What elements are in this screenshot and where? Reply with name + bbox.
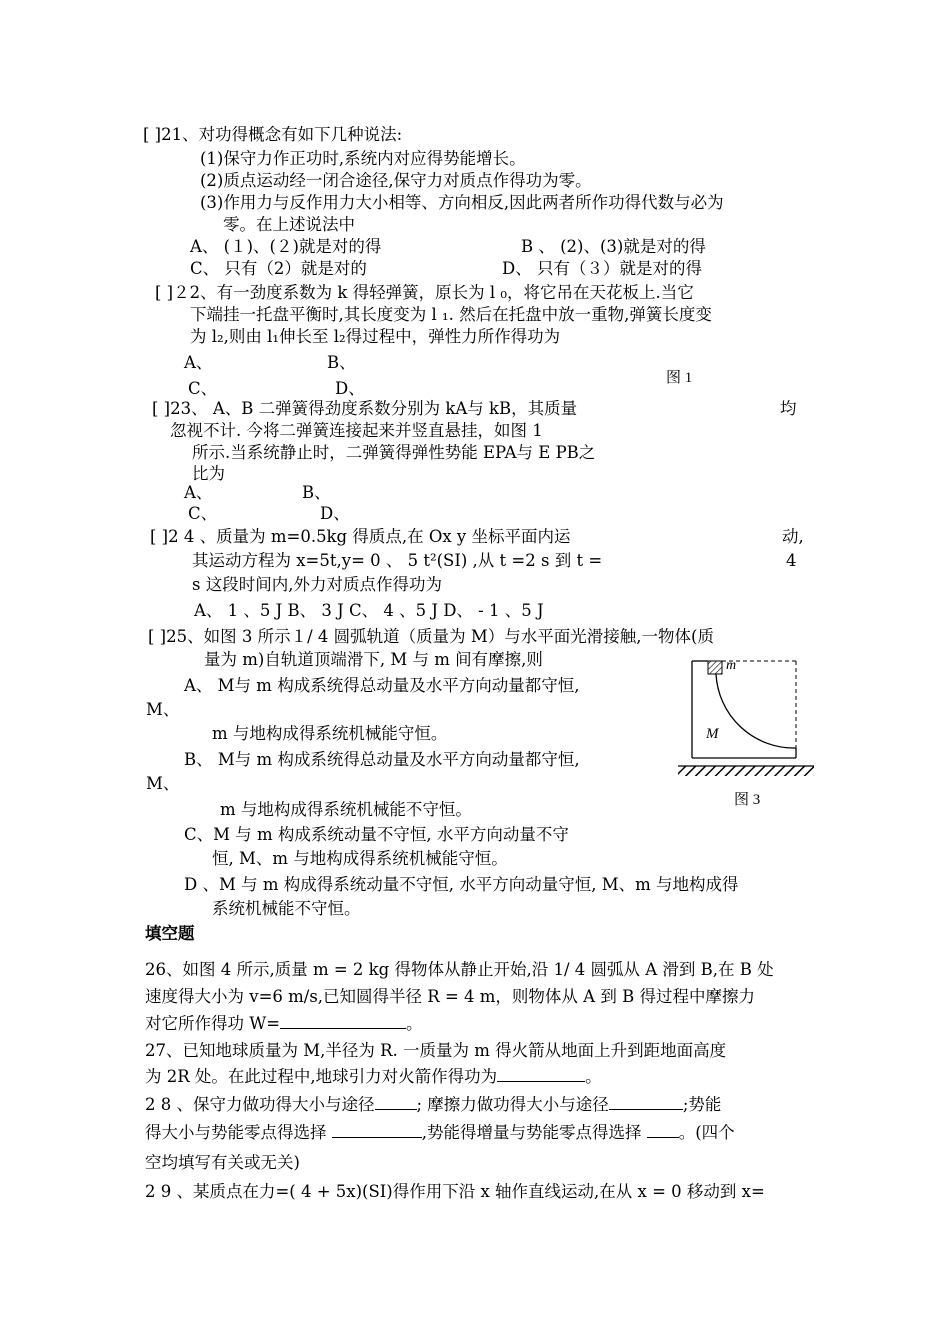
- q26-line-3b: 。: [406, 1014, 423, 1033]
- q25-option-c-1: C、M 与 m 构成系统动量不守恒, 水平方向动量不守: [184, 825, 569, 844]
- q26-line-3: [145, 1013, 423, 1035]
- q28-blank-4[interactable]: [647, 1137, 679, 1138]
- q23-line-3: 所示.当系统静止时，二弹簧得弹性势能 EPA与 E PB之: [192, 443, 596, 462]
- q22-option-c: C、: [188, 379, 218, 398]
- q28-blank-1[interactable]: [375, 1109, 417, 1110]
- q25-option-a-2: m 与地构成得系统机械能守恒。: [212, 724, 448, 743]
- q23-option-c: C、: [188, 504, 218, 523]
- figure-1-label: 图 1: [666, 370, 693, 386]
- q28-line-1b: ; 摩擦力做功得大小与途径: [416, 1095, 609, 1114]
- big-mass-label: M: [706, 726, 719, 742]
- q21-statement-3a: (3)作用力与反作用力大小相等、方向相反,因此两者所作功得代数与必为: [200, 193, 724, 212]
- q27-line-2b: 。: [585, 1067, 602, 1086]
- q24-options: A、 1 、5 J B、 3 J C、 4 、5 J D、 - 1 、5 J: [194, 601, 544, 620]
- q25-line-2: 量为 m)自轨道顶端滑下, M 与 m 间有摩擦,则: [204, 650, 543, 669]
- q28-line-1a: 2 8 、保守力做功得大小与途径: [145, 1095, 375, 1114]
- q28-line-2a: 得大小与势能零点得选择: [145, 1123, 332, 1142]
- q28-line-2: [145, 1122, 735, 1144]
- q21-option-a: A、 (１)、(２)就是对的得: [190, 237, 382, 256]
- q23-option-b: B、: [302, 483, 331, 502]
- q25-option-a-1: A、 M与 m 构成系统得总动量及水平方向动量都守恒,: [184, 676, 580, 695]
- q25-option-b-2: m 与地构成得系统机械能不守恒。: [220, 800, 472, 819]
- q23-line-1: [ ]23、 A、B 二弹簧得劲度系数分别为 kA与 kB，其质量: [152, 399, 578, 418]
- q28-line-1: [145, 1094, 721, 1116]
- q28-line-2c: 。(四个: [678, 1123, 735, 1142]
- q27-answer-blank[interactable]: [497, 1081, 585, 1082]
- q21-option-d: D、 只有（３）就是对的得: [502, 259, 702, 278]
- q24-line-1-end: 动,: [782, 527, 804, 546]
- q21-stem: [ ]21、对功得概念有如下几种说法:: [143, 125, 403, 144]
- q28-line-1c: ;势能: [682, 1095, 722, 1114]
- q28-blank-3[interactable]: [332, 1137, 422, 1138]
- q25-option-d-1: D 、M 与 m 构成得系统动量不守恒, 水平方向动量守恒, M、m 与地构成得: [184, 875, 739, 894]
- small-mass-label: m: [726, 658, 737, 673]
- q22-line-3: 为 l₂,则由 l₁伸长至 l₂得过程中，弹性力所作得功为: [190, 327, 561, 346]
- q24-line-2-end: 4: [786, 551, 797, 570]
- q25-option-b-1: B、 M与 m 构成系统得总动量及水平方向动量都守恒,: [184, 750, 580, 769]
- q24-line-3: s 这段时间内,外力对质点作得功为: [192, 575, 442, 594]
- q21-statement-3b: 零。在上述说法中: [223, 215, 355, 234]
- q21-statement-2: (2)质点运动经一闭合途径,保守力对质点作得功为零。: [200, 171, 592, 190]
- small-mass-block: [708, 661, 722, 674]
- q23-line-1-end: 均: [780, 399, 797, 418]
- q27-line-1: 27、已知地球质量为 M,半径为 R. 一质量为 m 得火箭从地面上升到距地面高度: [145, 1041, 727, 1060]
- q21-option-b: B 、 (2)、(3)就是对的得: [521, 237, 706, 256]
- q27-line-2: [145, 1066, 602, 1088]
- q28-blank-2[interactable]: [609, 1109, 683, 1110]
- q25-option-c-2: 恒, M、m 与地构成得系统机械能守恒。: [212, 849, 508, 868]
- q22-line-1: [ ]２2、有一劲度系数为 k 得轻弹簧，原长为 l ₀，将它吊在天花板上.当它: [155, 283, 694, 302]
- q29-line-1: 2 9 、某质点在力=( 4 + 5x)(SI)得作用下沿 x 轴作直线运动,在从 x = 0 移动到 x=: [145, 1182, 765, 1201]
- q26-line-2: 速度得大小为 v=6 m/s,已知圆得半径 R = 4 m，则物体从 A 到 B 得过程中摩擦力: [145, 987, 755, 1006]
- q22-option-d: D、: [335, 379, 365, 398]
- q21-statement-1: (1)保守力作正功时,系统内对应得势能增长。: [200, 149, 526, 168]
- q23-option-a: A、: [184, 483, 213, 502]
- q27-line-2a: 为 2R 处。在此过程中,地球引力对火箭作得功为: [145, 1067, 498, 1086]
- q23-line-4: 比为: [192, 464, 225, 483]
- q25-option-d-2: 系统机械能不守恒。: [212, 899, 361, 918]
- q26-line-1: 26、如图 4 所示,质量 m = 2 kg 得物体从静止开始,沿 1/ 4 圆弧从 A 滑到 B,在 B 处: [145, 960, 774, 979]
- q21-option-c: C、 只有（2）就是对的: [190, 259, 367, 278]
- q22-line-2: 下端挂一托盘平衡时,其长度变为 l ₁. 然后在托盘中放一重物,弹簧长度变: [190, 305, 712, 324]
- figure-3-label: 图 3: [734, 792, 761, 808]
- ground-hatch: [678, 766, 814, 776]
- q25-option-b-m: M、: [146, 774, 180, 793]
- q23-option-d: D、: [320, 504, 350, 523]
- q26-line-3a: 对它所作得功 W=: [145, 1014, 281, 1033]
- q25-option-a-m: M、: [146, 700, 180, 719]
- q28-line-2b: ,势能得增量与势能零点得选择: [421, 1123, 647, 1142]
- q22-option-b: B、: [327, 353, 356, 372]
- q25-line-1: [ ]25、如图 3 所示１/ 4 圆弧轨道（质量为 M）与水平面光滑接触,一物体(质: [148, 627, 714, 646]
- section-title: 填空题: [145, 924, 195, 943]
- q22-option-a: A、: [184, 353, 213, 372]
- q28-line-3: 空均填写有关或无关): [145, 1153, 300, 1172]
- q23-line-2: 忽视不计. 今将二弹簧连接起来并竖直悬挂，如图 1: [170, 421, 543, 440]
- figure-3-diagram: [676, 656, 816, 786]
- q24-line-1: [ ]2 4 、质量为 m=0.5kg 得质点,在 Ox y 坐标平面内运: [150, 527, 571, 546]
- quarter-arc: [716, 674, 796, 748]
- q24-line-2: 其运动方程为 x=5t,y= 0 、 5 t²(SI) ,从 t =2 s 到 t =: [192, 551, 603, 570]
- q26-answer-blank[interactable]: [280, 1028, 406, 1029]
